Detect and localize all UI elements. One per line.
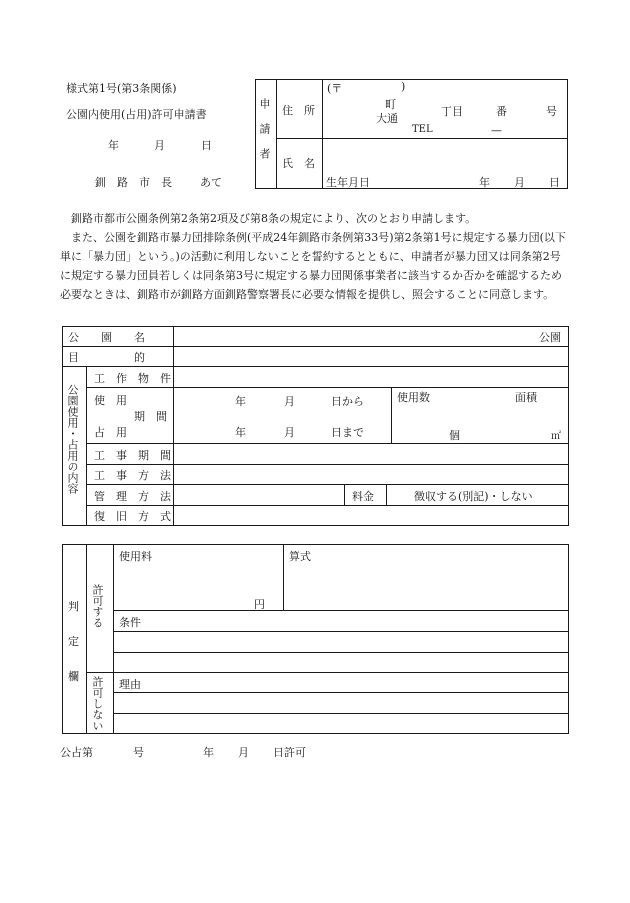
intro-paragraph-1: 釧路市都市公園条例第2条第2項及び第8条の規定により、次のとおり申請します。 — [60, 212, 477, 225]
from-day: 日から — [331, 395, 364, 408]
to-month: 月 — [284, 426, 295, 439]
name-label: 氏 名 — [282, 157, 315, 170]
footer-month: 月 — [238, 746, 249, 759]
fee-label: 料金 — [352, 490, 374, 503]
reason-label: 理由 — [119, 678, 141, 691]
from-year: 年 — [235, 395, 246, 408]
permit-label: 許可する — [91, 584, 104, 628]
manage-method-label: 管 理 方 法 — [94, 490, 171, 503]
work-method-label: 工 事 方 法 — [94, 469, 171, 482]
address-label: 住 所 — [282, 104, 315, 117]
judgment-label-3: 欄 — [68, 670, 79, 683]
count-label: 使用数 — [397, 391, 430, 404]
park-suffix: 公園 — [539, 331, 561, 344]
address-cho: 町 — [385, 98, 396, 111]
address-chome: 丁目 — [441, 105, 463, 118]
addressee: 釧 路 市 長 — [95, 176, 172, 189]
work-period-label: 工 事 期 間 — [94, 449, 171, 462]
date-month: 月 — [154, 139, 165, 152]
tel-dash: — — [491, 124, 502, 137]
conditions-label: 条件 — [119, 616, 141, 629]
structure-label: 工 作 物 件 — [94, 372, 171, 385]
usage-fee-label: 使用料 — [119, 550, 152, 563]
judgment-label-2: 定 — [68, 635, 79, 648]
date-day: 日 — [201, 139, 212, 152]
park-name-label: 公 園 名 — [68, 331, 145, 344]
addressee-suffix: あて — [200, 176, 222, 189]
fee-options: 徴収する(別記)・しない — [414, 490, 533, 503]
period-label: 期 間 — [134, 410, 167, 423]
form-title: 公園内使用(占用)許可申請書 — [66, 108, 207, 121]
birth-month: 月 — [514, 176, 525, 189]
applicant-side-label: 申請者 — [258, 98, 271, 173]
footer-year: 年 — [203, 746, 214, 759]
footer-number-suffix: 号 — [133, 746, 144, 759]
use-label: 使 用 — [94, 394, 127, 407]
yen-unit: 円 — [254, 598, 265, 611]
purpose-label: 目 的 — [68, 351, 145, 364]
restore-method-label: 復 旧 方 式 — [94, 510, 171, 523]
count-unit: 個 — [449, 429, 460, 442]
intro-paragraph-2: また、公園を釧路市暴力団排除条例(平成24年釧路市条例第33号)第2条第1号に規定する暴力団(以下単に「暴力団」という。)の活動に利用しないことを誓約するとともに、申請者が暴力団又は同条第2号に規定する暴力団員若しくは同条第3号に規定する暴力団関係事業者に該当するか否かを確認するため必要なときは、釧路市が釧路方面釧路警察署長に必要な情報を提供し、照会することに同意します。 — [60, 231, 566, 301]
footer-day-permit: 日許可 — [273, 746, 306, 759]
from-month: 月 — [284, 395, 295, 408]
area-label: 面積 — [515, 391, 537, 404]
birth-year: 年 — [479, 176, 490, 189]
usage-section-label: 公園使用・占用の内容 — [66, 384, 79, 494]
formula-label: 算式 — [289, 550, 311, 563]
birth-label: 生年月日 — [326, 176, 370, 189]
to-day: 日まで — [331, 426, 364, 439]
footer-prefix: 公占第 — [60, 746, 93, 759]
occupy-label: 占 用 — [94, 426, 127, 439]
to-year: 年 — [235, 426, 246, 439]
deny-label: 許可しない — [91, 676, 104, 731]
area-unit: ㎡ — [551, 431, 561, 442]
address-ban: 番 — [496, 105, 507, 118]
judgment-label-1: 判 — [68, 600, 79, 613]
date-year: 年 — [108, 139, 119, 152]
tel-label: TEL — [412, 124, 433, 135]
judgment-table — [62, 544, 569, 734]
birth-day: 日 — [549, 176, 560, 189]
postal-open: (〒 — [327, 82, 343, 95]
address-odori: 大通 — [376, 112, 398, 125]
address-go: 号 — [546, 105, 557, 118]
form-number: 様式第1号(第3条関係) — [66, 82, 177, 95]
postal-close: ) — [401, 80, 406, 93]
